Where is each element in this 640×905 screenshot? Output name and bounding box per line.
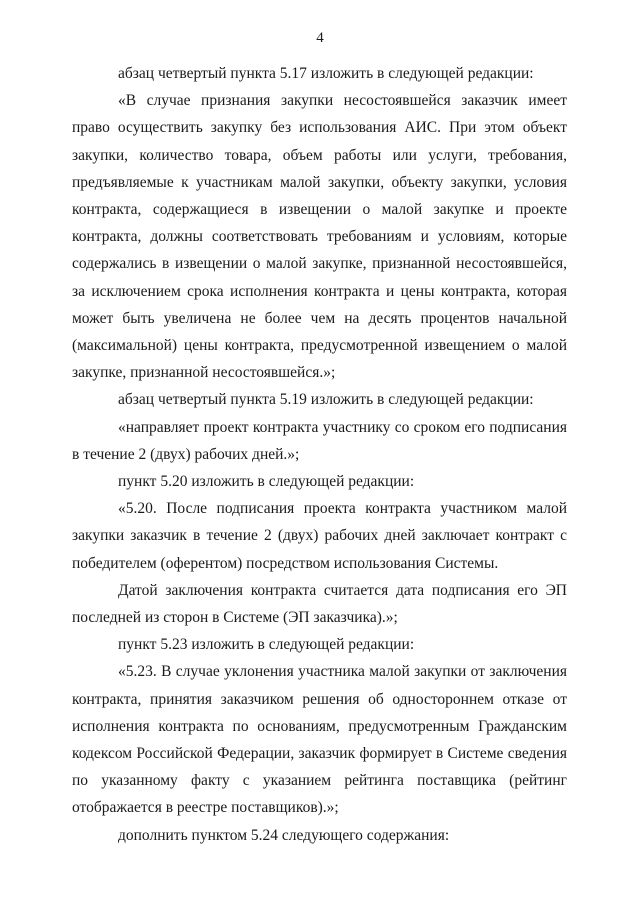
paragraph-5: пункт 5.20 изложить в следующей редакции: xyxy=(118,473,415,491)
paragraph-6: «5.20. После подписания проекта контракта участником малой закупки заказчик в течение 2 (двух) рабочих дней заключает контракт с победителем (оферентом) посредством использования Системы. xyxy=(72,500,567,572)
page-number: 4 xyxy=(316,30,324,46)
paragraph-8: пункт 5.23 изложить в следующей редакции: xyxy=(118,636,415,654)
document-body xyxy=(72,60,567,849)
paragraph-2: «В случае признания закупки несостоявшейся заказчик имеет право осуществить закупку без использования АИС. При этом объект закупки, количество товара, объем работы или услуги, требования, предъявляемые к участникам малой закупки, объекту закупки, условия контракта, содержащиеся в извещении о малой закупке и проекте контракта, должны соответствовать требованиям и условиям, которые содержались в извещении о малой закупке, признанной несостоявшейся, за исключением срока исполнения контракта и цены контракта, которая может быть увеличена не более чем на десять процентов начальной (максимальной) цены контракта, предусмотренной извещением о малой закупке, признанной несостоявшейся.»; xyxy=(72,92,567,382)
paragraph-7: Датой заключения контракта считается дата подписания его ЭП последней из сторон в Системе (ЭП заказчика).»; xyxy=(72,581,567,627)
paragraph-9: «5.23. В случае уклонения участника малой закупки от заключения контракта, принятия заказчиком решения об одностороннем отказе от исполнения контракта по основаниям, предусмотренным Гражданским кодексом Российской Федерации, заказчик формирует в Системе сведения по указанному факту с указанием рейтинга поставщика (рейтинг отображается в реестре поставщиков).»; xyxy=(72,663,567,817)
paragraph-4: «направляет проект контракта участнику со сроком его подписания в течение 2 (двух) рабочих дней.»; xyxy=(72,418,567,463)
paragraph-3: абзац четвертый пункта 5.19 изложить в следующей редакции: xyxy=(118,391,534,409)
paragraph-1: абзац четвертый пункта 5.17 изложить в следующей редакции: xyxy=(118,65,534,82)
paragraph-10: дополнить пунктом 5.24 следующего содержания: xyxy=(118,826,450,844)
